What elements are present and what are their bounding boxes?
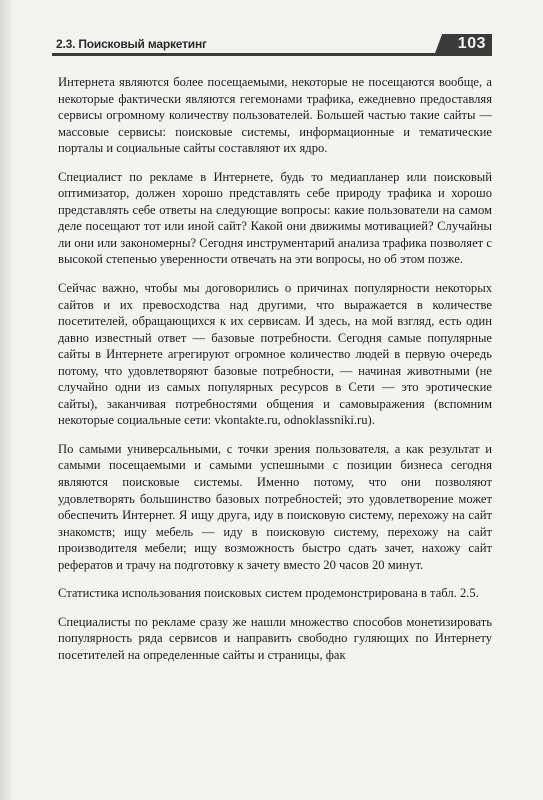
paragraph: Статистика использования поисковых систем продемонстрирована в табл. 2.5. [58, 586, 479, 601]
paragraph: Специалисты по рекламе сразу же нашли множество способов монетизировать популярность ряда сервисов и направить свободно гуляющих по Интернету посетителей на определенные сайты и страницы, фак [58, 614, 492, 662]
page-edge-shadow [0, 0, 14, 800]
page-number: 103 [457, 35, 486, 52]
paragraph: По самыми универсальными, с точки зрения пользователя, а как результат и самыми посещаемыми и самыми успешными с позиции бизнеса сегодня являются поисковые системы. Именно потому, что они позволяют удовлетворять большинство базовых потребностей; это удовлетворение может обеспечить Интернет. Я ищу друга, иду в поисковую систему, перехожу на сайт знакомств; ищу мебель — иду в поисковую систему, перехожу на сайт производителя мебели; ищу возможность быстро сдать зачет, нахожу сайт рефератов и трачу на подготовку к зачету вместо 20 часов 20 минут. [58, 441, 492, 572]
section-title: 2.3. Поисковый маркетинг [56, 37, 207, 51]
paragraph: Интернета являются более посещаемыми, некоторые не посещаются вообще, а некоторые фактически являются гегемонами трафика, ежедневно предоставляя сервисы огромному количеству пользователей. Большей частью такие сайты — массовые сервисы: поисковые системы, информационные и тематические порталы и социальные сайты составляют их ядро. [58, 75, 492, 156]
paragraph: Специалист по рекламе в Интернете, будь то медиапланер или поисковый оптимизатор, должен хорошо представлять себе природу трафика и хорошо представлять себе ответы на следующие вопросы: какие пользователи на самом деле посещают тот или иной сайт? Какой они движимы мотивацией? Случайны ли они или закономерны? Сегодня инструментарий анализа трафика позволяет с высокой степенью уверенности отвечать на эти вопросы, но об этом позже. [58, 169, 492, 267]
body-text [58, 74, 492, 664]
running-header [52, 34, 492, 56]
header-rule [52, 53, 492, 56]
paragraph: Сейчас важно, чтобы мы договорились о причинах популярности некоторых сайтов и их превосходства над другими, что выражается в количестве посетителей, обращающихся к их сервисам. И здесь, на мой взгляд, есть один давно известный ответ — базовые потребности. Сегодня самые популярные сайты в Интернете агрегируют огромное количество людей в первую очередь потому, что удовлетворяют базовые потребности, — начиная животными (не случайно одни из самых популярных ресурсов в Сети — это эротические сайты), заканчивая потребностями общения и самовыражения (вспомним некоторые социальные сети: vkontakte.ru, odnoklassniki.ru). [58, 281, 492, 428]
